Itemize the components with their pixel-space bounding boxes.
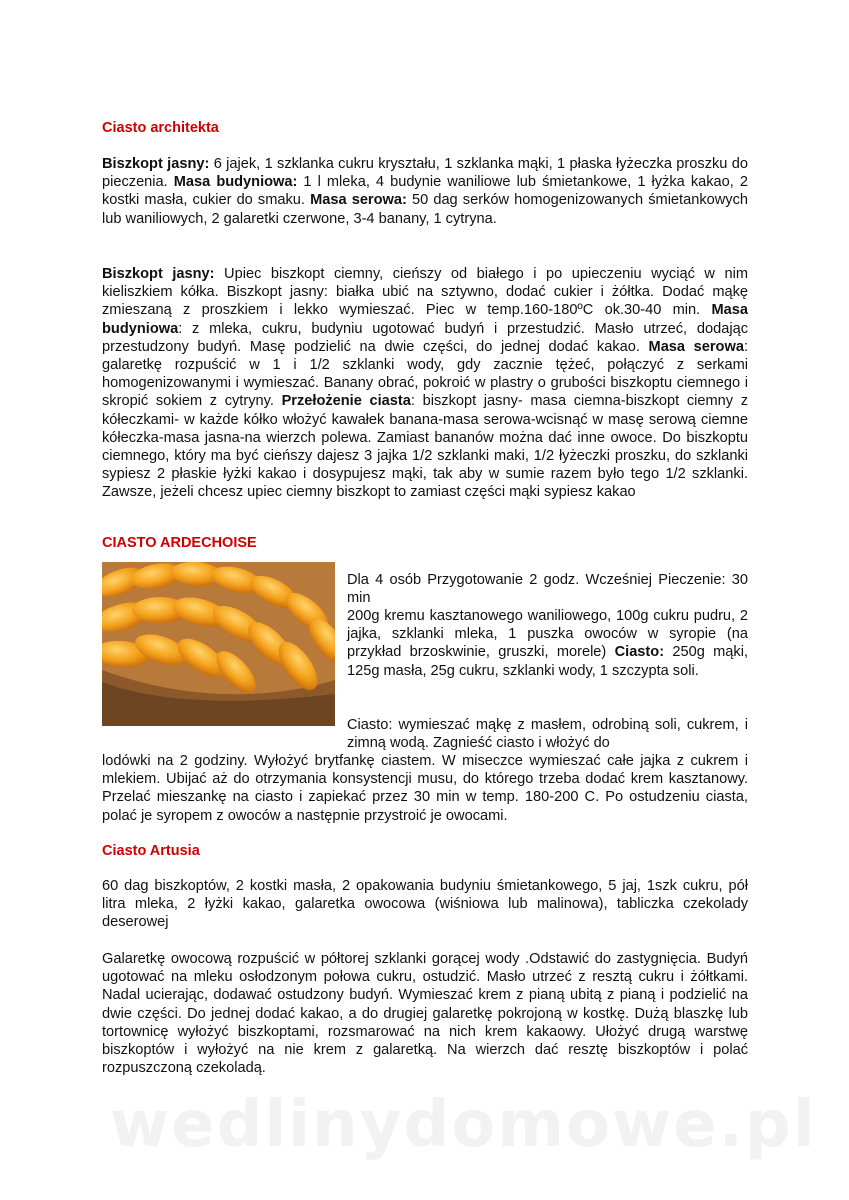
- text-przelozenie: : biszkopt jasny- masa ciemna-biszkopt ciemny z kółeczkami- w każde kółko włożyć kawałek banana-masa serowa-wcisnąć w masę serową ciemne kółeczka-masa jasna-na wierzch polewa. Zamiast bananów można dać inne owoce. Do biszkoptu ciemnego, który ma być cieńszy dajesz 3 jajka 1/2 szklanki maki, 1/2 łyżeczki proszku, do szklanki sypiesz 2 płaskie łyżki kakao i dosypujesz mąki, tak aby w sumie razem było tego 1/2 szklanki. Zawsze, jeżeli chcesz upiec ciemny biszkopt to zamiast części mąki sypiesz kakao: [102, 393, 749, 501]
- text-masa-serowa: 50 dag serków homogenizowanych śmietankowych lub waniliowych, 2 galaretki czerwone, 3-4 banany, 1 cytryna.: [102, 192, 748, 227]
- servings-info: Dla 4 osób Przygotowanie 2 godz. Wcześniej Pieczenie: 30 min: [347, 572, 748, 607]
- label-masa-budyniowa: Masa budyniowa:: [173, 174, 298, 191]
- label-masa-budyniowa-2: Masa budyniowa: [102, 302, 748, 337]
- ingredients-text: 200g kremu kasztanowego waniliowego, 100g cukru pudru, 2 jajka, szklanki mleka, 1 puszka owoców w syropie (na przykład brzoskwinie, gruszki, morele): [347, 608, 748, 661]
- site-watermark: wedlinydomowe.pl: [110, 1088, 817, 1162]
- text-masa-serowa-2: : galaretkę rozpuścić w 1 i 1/2 szklanki wody, gdy zacznie tężeć, połączyć z serkami homogenizowanymi i wymieszać. Banany obrać, pokroić w plastry o grubości biszkoptu ciemnego i skropić sokiem z cytryny.: [102, 338, 748, 410]
- text-biszkopt-2: Upiec biszkopt ciemny, cieńszy od białego i po upieczeniu wyciąć w nim kieliszkiem kółka. Biszkopt jasny: białka ubić na sztywno, dodać cukier i żółtka. Dodać mąkę zmieszaną z proszkiem i lekko wymieszać. Piec w temp.160-180ºC ok.30-40 min.: [102, 266, 748, 319]
- label-masa-serowa-2: Masa serowa: [648, 338, 744, 355]
- cake-illustration: [102, 562, 335, 726]
- label-biszkopt-2: Biszkopt jasny:: [102, 266, 215, 282]
- text-masa-budyniowa-2: : z mleka, cukru, budyniu ugotować budyń i przestudzić. Masło utrzeć, dodając przestudzony budyń. Masę podzielić na dwie części, do jednej dodać kakao.: [102, 320, 748, 355]
- recipe-title-ardechoise: CIASTO ARDECHOISE: [102, 535, 257, 551]
- instructions-paragraph: [102, 265, 748, 502]
- cake-photo: [102, 562, 335, 726]
- label-masa-serowa: Masa serowa:: [310, 192, 407, 209]
- text-biszkopt: 6 jajek, 1 szklanka cukru kryształu, 1 szklanka mąki, 1 płaska łyżeczka proszku do pieczenia.: [102, 156, 748, 191]
- ciasto-text: 250g mąki, 125g masła, 25g cukru, szklanki wody, 1 szczypta soli.: [347, 644, 748, 679]
- label-biszkopt: Biszkopt jasny:: [102, 156, 210, 172]
- label-przelozenie: Przełożenie ciasta: [281, 393, 411, 410]
- ardechoise-instructions-start: Ciasto: wymieszać mąkę z masłem, odrobiną soli, cukrem, i zimną wodą. Zagnieść ciasto i włożyć do: [347, 717, 748, 752]
- label-ciasto: Ciasto:: [614, 644, 665, 661]
- artusia-ingredients: 60 dag biszkoptów, 2 kostki masła, 2 opakowania budyniu śmietankowego, 5 jaj, 1szk cukru, pół litra mleka, 2 łyżki kakao, galaretka owocowa (wiśniowa lub malinowa), tabliczka czekolady deserowej: [102, 878, 748, 931]
- ardechoise-instructions-rest: lodówki na 2 godziny. Wyłożyć brytfankę ciastem. W miseczce wymieszać całe jajka z cukrem i mlekiem. Ubijać aż do otrzymania konsystencji musu, do którego trzeba dodać krem kasztanowy. Przelać mieszankę na ciasto i zapiekać przez 30 min w temp. 180-200 C. Po ostudzeniu ciasta, polać je syropem z owoców a następnie przystroić je owocami.: [102, 753, 748, 824]
- recipe-title-architekta: Ciasto architekta: [102, 120, 219, 136]
- artusia-instructions: Galaretkę owocową rozpuścić w półtorej szklanki gorącej wody .Odstawić do zastygnięcia. Budyń ugotować na mleku osłodzonym połowa cukru, ostudzić. Masło utrzeć z resztą cukru i żółtkami. Nadal ucierając, dodawać ostudzony budyń. Wymieszać krem z pianą ubitą z pianą i podzielić na dwie części. Do jednej dodać kakao, a do drugiej galaretkę pokrojoną w kostkę. Dużą blaszkę lub tortownicę wyłożyć biszkoptami, rozsmarować na nich krem kakaowy. Ułożyć drugą warstwę biszkoptów i wyłożyć na nie krem z galaretką. Na wierzch dać resztę biszkoptów i polać rozpuszczoną czekoladą.: [102, 951, 748, 1077]
- recipe-title-artusia: Ciasto Artusia: [102, 843, 200, 859]
- ardechoise-ingredients: [347, 607, 748, 680]
- ingredients-paragraph: [102, 155, 748, 228]
- text-masa-budyniowa: 1 l mleka, 4 budynie waniliowe lub śmietankowe, 1 łyżka kakao, 2 kostki masła, cukier do smaku.: [102, 174, 748, 209]
